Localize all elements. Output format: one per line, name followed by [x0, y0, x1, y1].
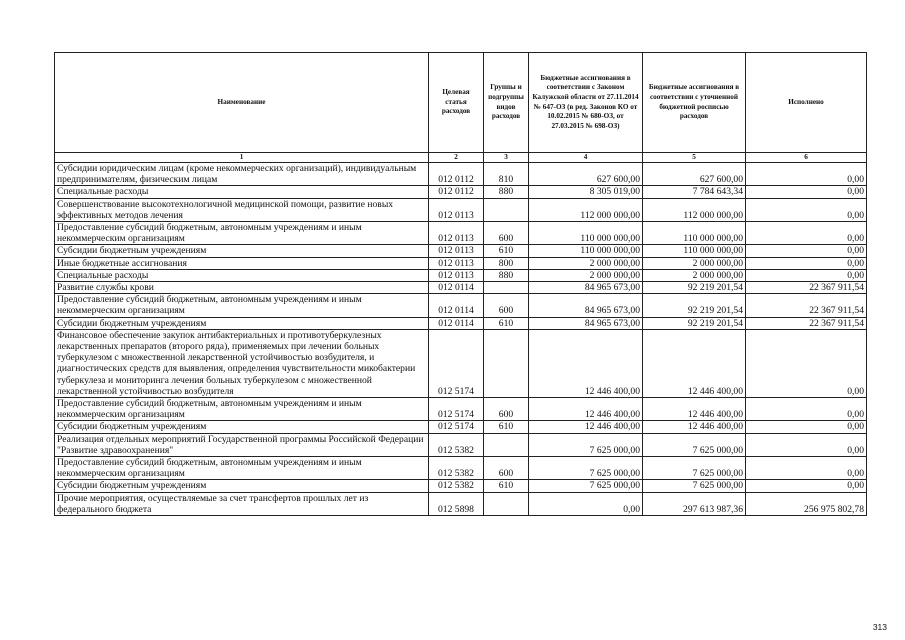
row-target-article: 012 0114 [429, 317, 484, 329]
row-executed-amount: 0,00 [746, 457, 867, 480]
row-refined-amount: 12 446 400,00 [643, 421, 746, 433]
row-target-article: 012 0113 [429, 245, 484, 257]
row-name: Развитие службы крови [55, 282, 429, 294]
row-target-article: 012 0113 [429, 198, 484, 221]
row-expense-group: 600 [484, 457, 529, 480]
row-expense-group [484, 198, 529, 221]
row-executed-amount: 0,00 [746, 480, 867, 492]
table-row [55, 163, 867, 186]
table-body [55, 163, 867, 516]
row-refined-amount: 92 219 201,54 [643, 317, 746, 329]
row-approved-amount: 12 446 400,00 [529, 421, 643, 433]
row-refined-amount: 7 625 000,00 [643, 457, 746, 480]
row-executed-amount: 0,00 [746, 421, 867, 433]
row-approved-amount: 110 000 000,00 [529, 222, 643, 245]
row-target-article: 012 0114 [429, 282, 484, 294]
row-executed-amount: 0,00 [746, 163, 867, 186]
row-target-article: 012 0112 [429, 163, 484, 186]
row-name: Субсидии бюджетным учреждениям [55, 245, 429, 257]
row-approved-amount: 8 305 019,00 [529, 186, 643, 198]
table-row [55, 433, 867, 456]
budget-table [54, 52, 867, 516]
row-approved-amount: 84 965 673,00 [529, 282, 643, 294]
row-approved-amount: 2 000 000,00 [529, 257, 643, 269]
row-approved-amount: 110 000 000,00 [529, 245, 643, 257]
row-expense-group: 880 [484, 186, 529, 198]
column-number: 4 [529, 153, 643, 163]
row-executed-amount: 256 975 802,78 [746, 492, 867, 515]
row-expense-group [484, 492, 529, 515]
row-approved-amount: 12 446 400,00 [529, 398, 643, 421]
row-expense-group: 610 [484, 317, 529, 329]
row-refined-amount: 7 784 643,34 [643, 186, 746, 198]
table-row [55, 186, 867, 198]
header-name: Наименование [55, 53, 429, 153]
row-refined-amount: 2 000 000,00 [643, 257, 746, 269]
row-expense-group: 600 [484, 398, 529, 421]
header-target-article: Целевая статья расходов [429, 53, 484, 153]
row-executed-amount: 22 367 911,54 [746, 294, 867, 317]
row-name: Специальные расходы [55, 186, 429, 198]
row-target-article: 012 0114 [429, 294, 484, 317]
row-refined-amount: 297 613 987,36 [643, 492, 746, 515]
row-name: Реализация отдельных мероприятий Государственной программы Российской Федерации "Развитие здравоохранения" [55, 433, 429, 456]
row-name: Предоставление субсидий бюджетным, автономным учреждениям и иным некоммерческим организациям [55, 457, 429, 480]
row-target-article: 012 5898 [429, 492, 484, 515]
table-row [55, 269, 867, 281]
row-approved-amount: 0,00 [529, 492, 643, 515]
row-name: Предоставление субсидий бюджетным, автономным учреждениям и иным некоммерческим организациям [55, 398, 429, 421]
row-refined-amount: 92 219 201,54 [643, 282, 746, 294]
table-row [55, 317, 867, 329]
row-refined-amount: 12 446 400,00 [643, 398, 746, 421]
column-number: 2 [429, 153, 484, 163]
row-target-article: 012 5174 [429, 398, 484, 421]
row-expense-group: 800 [484, 257, 529, 269]
row-approved-amount: 84 965 673,00 [529, 294, 643, 317]
row-target-article: 012 5174 [429, 421, 484, 433]
column-number: 3 [484, 153, 529, 163]
row-name: Прочие мероприятия, осуществляемые за счет трансфертов прошлых лет из федерального бюджета [55, 492, 429, 515]
column-number-row [55, 153, 867, 163]
table-row [55, 198, 867, 221]
table-row [55, 492, 867, 515]
row-approved-amount: 7 625 000,00 [529, 433, 643, 456]
header-row [55, 53, 867, 153]
table-row [55, 480, 867, 492]
row-refined-amount: 110 000 000,00 [643, 222, 746, 245]
table-row [55, 257, 867, 269]
row-name: Иные бюджетные ассигнования [55, 257, 429, 269]
row-target-article: 012 0113 [429, 222, 484, 245]
row-name: Субсидии бюджетным учреждениям [55, 317, 429, 329]
row-name: Субсидии бюджетным учреждениям [55, 480, 429, 492]
row-executed-amount: 0,00 [746, 433, 867, 456]
table-row [55, 398, 867, 421]
row-executed-amount: 0,00 [746, 269, 867, 281]
row-expense-group [484, 329, 529, 397]
row-approved-amount: 2 000 000,00 [529, 269, 643, 281]
header-executed: Исполнено [746, 53, 867, 153]
table-row [55, 329, 867, 397]
row-approved-amount: 7 625 000,00 [529, 457, 643, 480]
column-number: 5 [643, 153, 746, 163]
header-refined-allocations: Бюджетные ассигнования в соответствии с уточненной бюджетной росписью расходов [643, 53, 746, 153]
table-row [55, 222, 867, 245]
row-name: Специальные расходы [55, 269, 429, 281]
row-target-article: 012 5382 [429, 433, 484, 456]
header-law-allocations: Бюджетные ассигнования в соответствии с Законом Калужской области от 27.11.2014 № 647-ОЗ (в ред. Законов КО от 10.02.2015 № 680-ОЗ, от 27.03.2015 № 698-ОЗ) [529, 53, 643, 153]
row-target-article: 012 0112 [429, 186, 484, 198]
table-row [55, 294, 867, 317]
row-executed-amount: 0,00 [746, 245, 867, 257]
row-expense-group [484, 282, 529, 294]
row-executed-amount: 0,00 [746, 186, 867, 198]
row-target-article: 012 0113 [429, 269, 484, 281]
table-row [55, 421, 867, 433]
row-expense-group: 610 [484, 245, 529, 257]
row-name: Предоставление субсидий бюджетным, автономным учреждениям и иным некоммерческим организациям [55, 222, 429, 245]
row-expense-group: 610 [484, 421, 529, 433]
row-executed-amount: 22 367 911,54 [746, 317, 867, 329]
row-target-article: 012 0113 [429, 257, 484, 269]
table-row [55, 282, 867, 294]
row-executed-amount: 22 367 911,54 [746, 282, 867, 294]
row-executed-amount: 0,00 [746, 198, 867, 221]
page-number: 313 [872, 622, 887, 632]
row-name: Субсидии бюджетным учреждениям [55, 421, 429, 433]
row-target-article: 012 5174 [429, 329, 484, 397]
row-name: Предоставление субсидий бюджетным, автономным учреждениям и иным некоммерческим организациям [55, 294, 429, 317]
header-expense-group: Группы и подгруппы видов расходов [484, 53, 529, 153]
row-approved-amount: 7 625 000,00 [529, 480, 643, 492]
row-expense-group: 600 [484, 294, 529, 317]
table-row [55, 457, 867, 480]
row-expense-group: 880 [484, 269, 529, 281]
row-name: Финансовое обеспечение закупок антибактериальных и противотуберкулезных лекарственных препаратов (второго ряда), применяемых при лечении больных туберкулезом с множественной лекарственной устойчивостью возбудителя, и диагностических средств для выявления, определения чувствительности микобактерии туберкулеза и мониторинга лечения больных туберкулезом с множественной лекарственной устойчивостью возбудителя [55, 329, 429, 397]
row-refined-amount: 12 446 400,00 [643, 329, 746, 397]
table-row [55, 245, 867, 257]
row-executed-amount: 0,00 [746, 398, 867, 421]
row-target-article: 012 5382 [429, 480, 484, 492]
row-refined-amount: 2 000 000,00 [643, 269, 746, 281]
row-refined-amount: 110 000 000,00 [643, 245, 746, 257]
row-executed-amount: 0,00 [746, 222, 867, 245]
row-approved-amount: 112 000 000,00 [529, 198, 643, 221]
row-executed-amount: 0,00 [746, 257, 867, 269]
row-name: Совершенствование высокотехнологичной медицинской помощи, развитие новых эффективных методов лечения [55, 198, 429, 221]
row-expense-group: 610 [484, 480, 529, 492]
column-number: 6 [746, 153, 867, 163]
row-approved-amount: 627 600,00 [529, 163, 643, 186]
row-refined-amount: 7 625 000,00 [643, 433, 746, 456]
row-expense-group [484, 433, 529, 456]
row-executed-amount: 0,00 [746, 329, 867, 397]
row-approved-amount: 84 965 673,00 [529, 317, 643, 329]
row-expense-group: 810 [484, 163, 529, 186]
row-expense-group: 600 [484, 222, 529, 245]
row-approved-amount: 12 446 400,00 [529, 329, 643, 397]
column-number: 1 [55, 153, 429, 163]
row-target-article: 012 5382 [429, 457, 484, 480]
row-refined-amount: 92 219 201,54 [643, 294, 746, 317]
row-name: Субсидии юридическим лицам (кроме некоммерческих организаций), индивидуальным предпринимателям, физическим лицам [55, 163, 429, 186]
row-refined-amount: 112 000 000,00 [643, 198, 746, 221]
row-refined-amount: 7 625 000,00 [643, 480, 746, 492]
row-refined-amount: 627 600,00 [643, 163, 746, 186]
